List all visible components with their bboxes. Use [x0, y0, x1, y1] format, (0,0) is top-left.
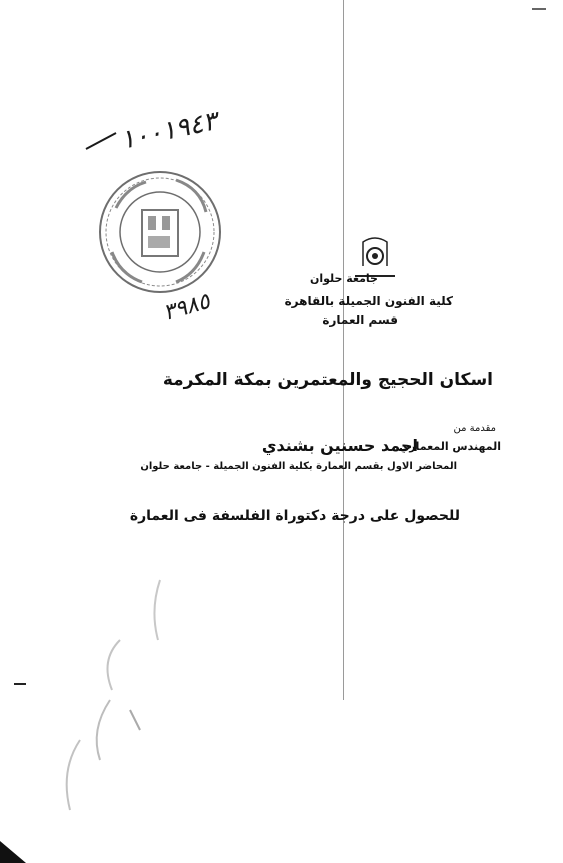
faculty-name: كلية الفنون الجميلة بالقاهرة — [284, 294, 453, 308]
scan-corner-shadow — [0, 841, 26, 863]
author-name: احمد حسنين بشندي — [261, 436, 418, 455]
handwritten-stroke — [86, 132, 117, 150]
accession-number: ١٠٠١٩٤٣ — [117, 106, 220, 156]
author-prefix: المهندس المعماري — [399, 440, 501, 453]
fold-line — [343, 0, 344, 700]
degree-statement: للحصول على درجة دكتوراة الفلسفة فى العمارة — [129, 508, 460, 524]
scan-speck — [532, 8, 546, 10]
shelf-number: ٣٩٨٥ — [160, 288, 213, 327]
margin-mark — [14, 683, 26, 685]
author-position: المحاضر الاول بقسم العمارة بكلية الفنون الجميلة - جامعة حلوان — [140, 461, 457, 472]
library-seal-icon — [96, 168, 224, 296]
pencil-marks — [40, 560, 220, 840]
department-name: قسم العمارة — [322, 313, 398, 327]
thesis-title: اسكان الحجيج والمعتمرين بمكة المكرمة — [162, 370, 493, 390]
university-name: جامعة حلوان — [309, 272, 378, 285]
presented-by-label: مقدمة من — [453, 423, 496, 434]
